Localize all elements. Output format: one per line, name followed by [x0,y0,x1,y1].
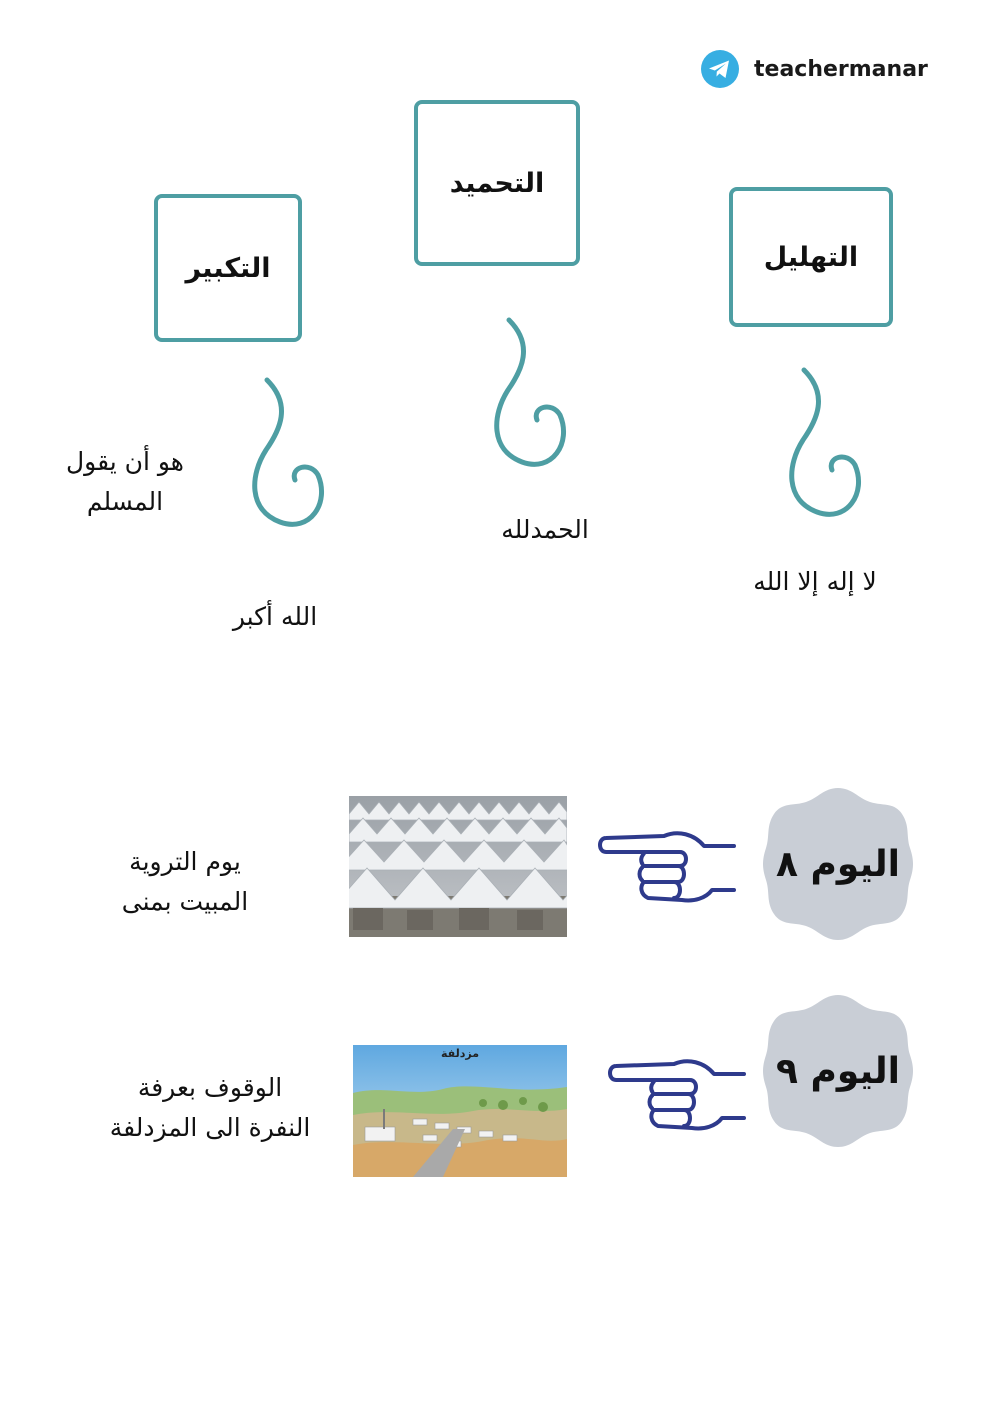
hook-arrow-icon [480,315,580,475]
definition-text [40,442,210,522]
pointing-hand-icon [594,826,739,906]
term-title-takbir: التكبير [185,252,271,284]
muzdalifah-map [353,1045,567,1177]
map-caption: مزدلفة [440,1047,480,1060]
phrase-tahmid: الحمدلله [501,515,589,544]
hook-arrow-icon [776,365,876,525]
brand-handle: teachermanar [754,56,928,82]
brand-header [700,48,940,90]
day-badge-label: اليوم ٨ [775,843,901,885]
term-title-tahmid: التحميد [449,167,545,199]
definition-line-2: المسلم [86,487,164,516]
day-8-line-2: المبيت بمنى [121,887,249,916]
day-badge [760,993,916,1149]
term-box-tahmid [414,100,580,266]
day-badge-label: اليوم ٩ [775,1050,901,1092]
term-title-tahlil: التهليل [763,241,859,273]
telegram-icon [700,49,740,89]
day-8-description [95,842,275,922]
phrase-tahlil: لا إله إلا الله [753,567,877,596]
phrase-takbir: الله أكبر [232,602,318,631]
day-8-line-1: يوم التروية [129,847,241,876]
day-9-description [90,1068,330,1148]
day-9-line-2: النفرة الى المزدلفة [109,1113,311,1142]
term-box-takbir [154,194,302,342]
hook-arrow-icon [240,375,340,535]
mina-tents-photo [349,796,567,937]
pointing-hand-icon [604,1054,749,1134]
day-9-line-1: الوقوف بعرفة [137,1073,283,1102]
definition-line-1: هو أن يقول [66,447,184,476]
day-badge [760,786,916,942]
term-box-tahlil [729,187,893,327]
